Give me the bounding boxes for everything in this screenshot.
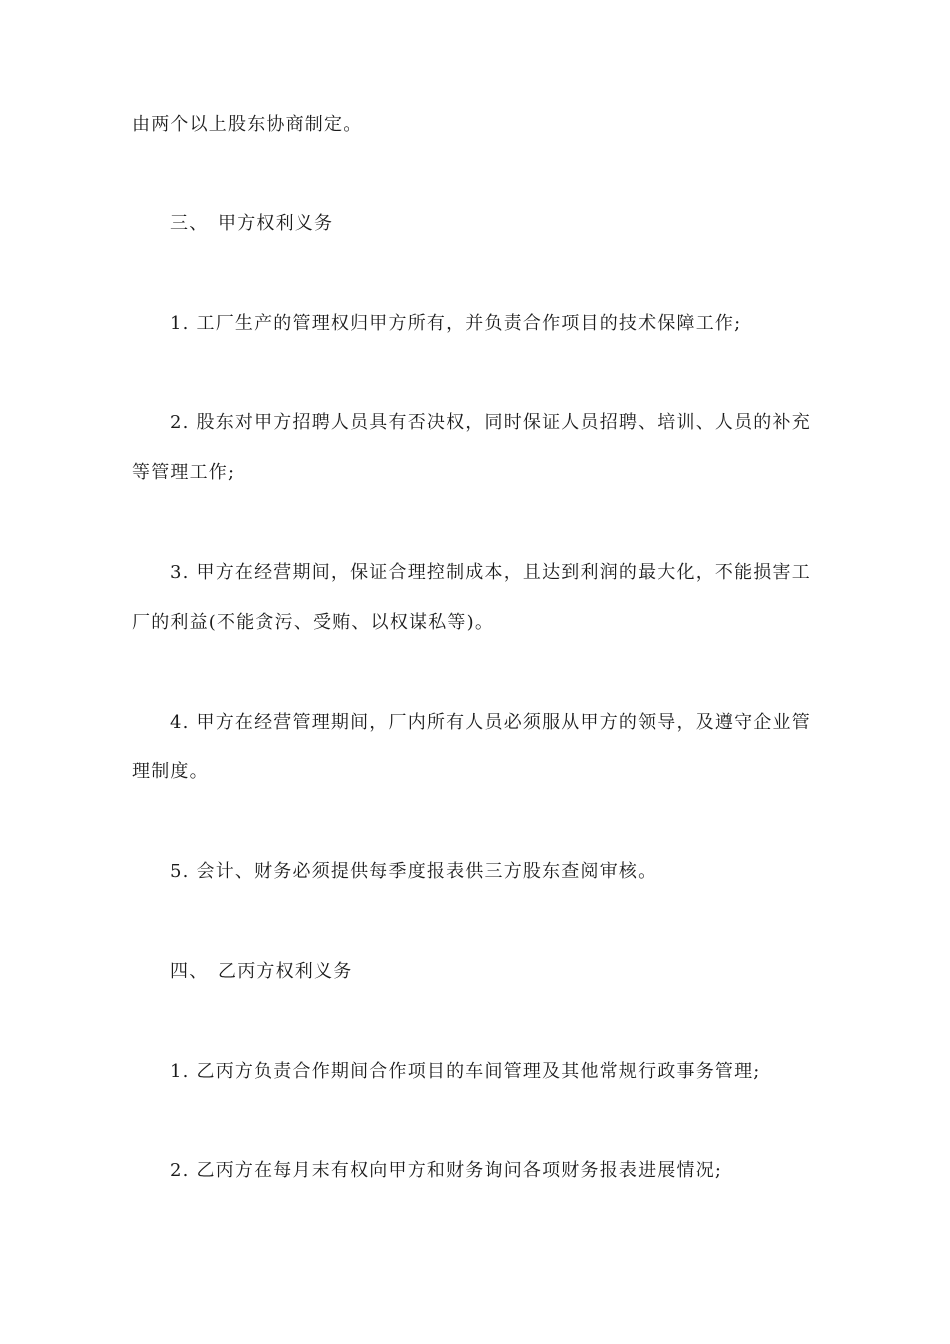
clause-3-3-line-1: 3. 甲方在经营期间，保证合理控制成本，且达到利润的最大化，不能损害工 [170, 562, 811, 583]
section-number: 四、 [170, 961, 209, 982]
clause-3-5: 5. 会计、财务必须提供每季度报表供三方股东查阅审核。 [170, 861, 658, 882]
clause-3-1: 1. 工厂生产的管理权归甲方所有，并负责合作项目的技术保障工作; [170, 313, 742, 334]
clause-3-3-line-2: 厂的利益(不能贪污、受贿、以权谋私等)。 [132, 612, 495, 633]
clause-4-1: 1. 乙丙方负责合作期间合作项目的车间管理及其他常规行政事务管理; [170, 1061, 761, 1082]
paragraph-continuation: 由两个以上股东协商制定。 [132, 114, 363, 135]
clause-3-4-line-2: 理制度。 [132, 761, 209, 782]
section-title: 甲方权利义务 [218, 213, 334, 234]
clause-4-2: 2. 乙丙方在每月末有权向甲方和财务询问各项财务报表进展情况; [170, 1160, 723, 1181]
clause-3-2-line-1: 2. 股东对甲方招聘人员具有否决权，同时保证人员招聘、培训、人员的补充 [170, 412, 811, 433]
section-title: 乙丙方权利义务 [218, 961, 353, 982]
section-heading-4 [170, 960, 352, 984]
section-number: 三、 [170, 213, 209, 234]
clause-3-4-line-1: 4. 甲方在经营管理期间，厂内所有人员必须服从甲方的领导，及遵守企业管 [170, 712, 811, 733]
section-heading-3 [170, 212, 333, 236]
clause-3-2-line-2: 等管理工作; [132, 462, 236, 483]
